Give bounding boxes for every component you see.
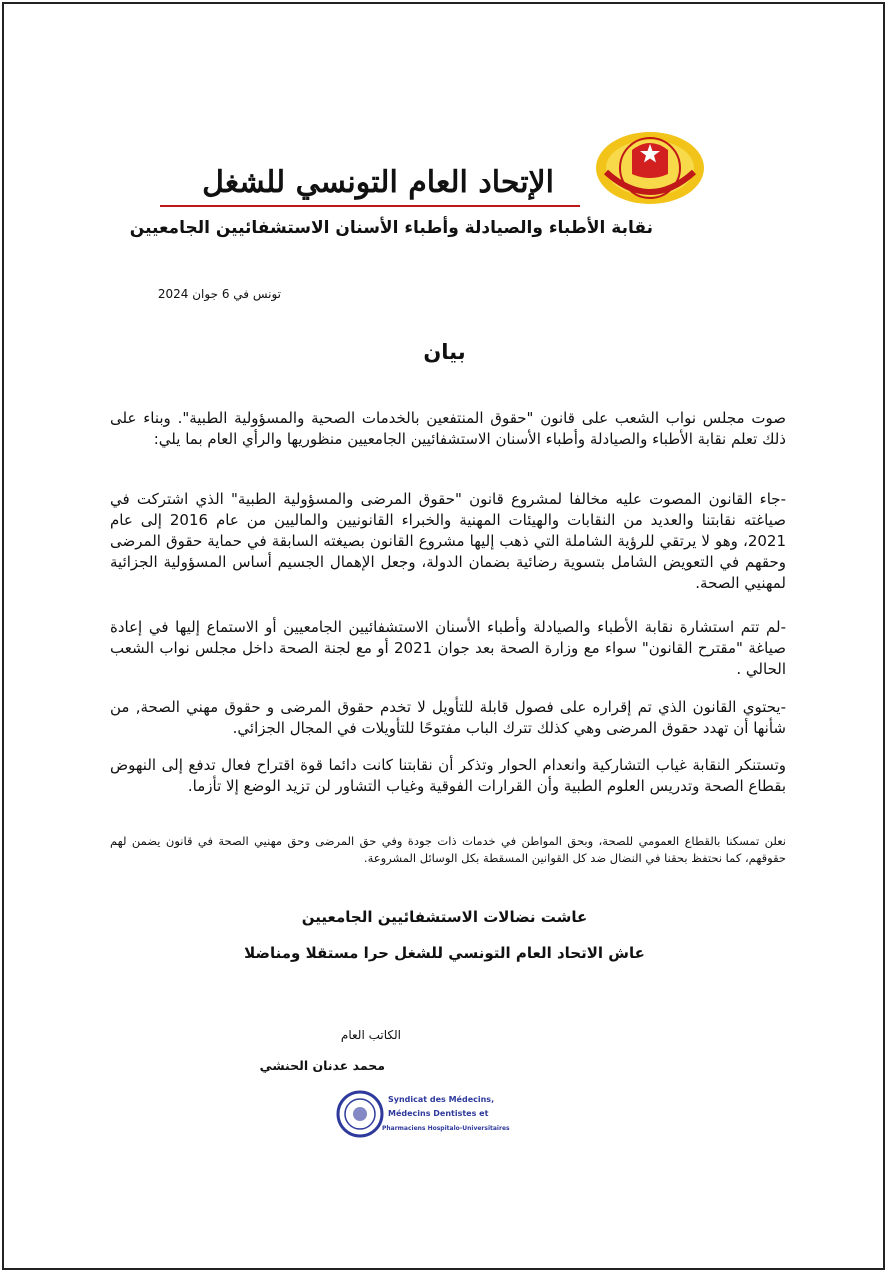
signatory-name: محمد عدنان الحنشي	[259, 1058, 385, 1073]
union-stamp	[334, 1084, 510, 1144]
paragraph-text: -لم تتم استشارة نقابة الأطباء والصيادلة وأطباء الأسنان الاستشفائيين الجامعيين أو الاستماع إليها في إعادة صياغة "مقترح القانون" سواء مع وزارة الصحة بعد جوان 2021 أو مع لجنة الصحة داخل مجلس نواب الشعب الحالي .	[110, 618, 786, 678]
paragraph-text: نعلن تمسكنا بالقطاع العمومي للصحة، وبحق المواطن في خدمات ذات جودة وفي حق المرضى وحق مهنيي الصحة في قانون يضمن لهم حقوقهم، كما نحتفظ بحقنا في النضال ضد كل القوانين المسقطة بكل الوسائل المشروعة.	[110, 834, 786, 865]
paragraph-text: -جاء القانون المصوت عليه مخالفا لمشروع قانون "حقوق المرضى والمسؤولية الطبية" الذي اشتركت في صياغته نقابتنا والعديد من النقابات والهيئات المهنية والخبراء القانونيين والماليين من عام 2016 إلى عام 2021، وهو لا يرتقي للرؤية الشاملة التي ذهب إليها مشروع القانون بصيغته السابقة في حماية حقوق المرضى وحقهم في التعويض الشامل بتسوية رضائية بضمان الدولة، وجعل الإهمال الجسيم أساس المسؤولية الجزائية لمهنيي الصحة.	[110, 490, 786, 592]
organization-name: الإتحاد العام التونسي للشغل	[202, 165, 554, 200]
paragraph-point-3	[110, 697, 786, 739]
svg-text:Pharmaciens Hospitalo-Universi: Pharmaciens Hospitalo-Universitaires	[382, 1125, 510, 1132]
signatory-title: الكاتب العام	[340, 1028, 401, 1042]
document-date: تونس في 6 جوان 2024	[157, 287, 281, 301]
union-name: نقابة الأطباء والصيادلة وأطباء الأسنان الاستشفائيين الجامعيين	[129, 218, 653, 238]
paragraph-point-1	[110, 489, 786, 594]
paragraph-text: صوت مجلس نواب الشعب على قانون "حقوق المنتفعين بالخدمات الصحية والمسؤولية الطبية". وبناء على ذلك تعلم نقابة الأطباء والصيادلة وأطباء الأسنان الاستشفائيين الجامعيين منظوريها والرأي العام بما يلي:	[110, 409, 786, 448]
paragraph-final	[110, 833, 786, 867]
svg-text:Médecins Dentistes et: Médecins Dentistes et	[388, 1109, 489, 1118]
closing-slogan-1: عاشت نضالات الاستشفائيين الجامعيين	[301, 908, 588, 926]
svg-text:Syndicat des Médecins,: Syndicat des Médecins,	[388, 1095, 495, 1104]
paragraph-text: وتستنكر النقابة غياب التشاركية وانعدام الحوار وتذكر أن نقابتنا كانت دائما قوة اقتراح فعال تدفع إلى النهوض بقطاع الصحة وتدريس العلوم الطبية وأن القرارات الفوقية وغياب التشاور لن تزيد الوضع إلا تأزما.	[110, 756, 786, 795]
document-title: بيان	[423, 340, 466, 364]
paragraph-point-2	[110, 617, 786, 680]
paragraph-denounce	[110, 755, 786, 797]
header-divider	[160, 205, 580, 207]
closing-slogan-2: عاش الاتحاد العام التونسي للشغل حرا مستقلا ومناضلا	[244, 944, 645, 962]
paragraph-text: -يحتوي القانون الذي تم إقراره على فصول قابلة للتأويل لا تخدم حقوق المرضى و حقوق مهني الصحة, من شأنها أن تهدد حقوق المرضى وهي كذلك تترك الباب مفتوحًا للتأويلات في المجال الجزائي.	[110, 698, 786, 737]
paragraph-intro	[110, 408, 786, 450]
ugtt-logo-icon	[592, 130, 708, 210]
